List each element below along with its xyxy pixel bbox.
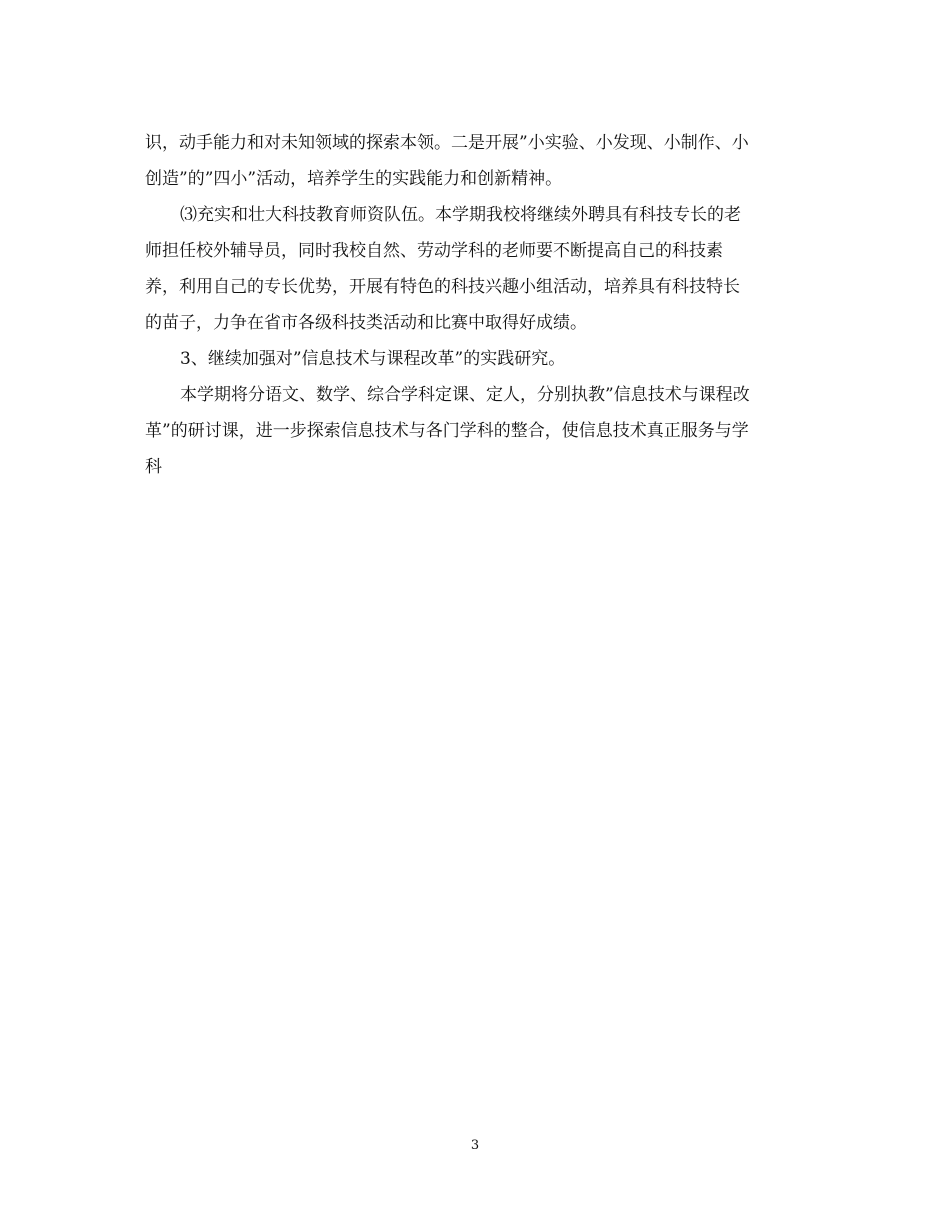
text-line: 革”的研讨课，进一步探索信息技术与各门学科的整合，使信息技术真正服务与学 <box>145 421 749 441</box>
paragraph-start-line: 本学期将分语文、数学、综合学科定课、定人，分别执教”信息技术与课程改 <box>180 385 750 405</box>
text-line: 科 <box>145 457 162 477</box>
section-heading: 3、继续加强对”信息技术与课程改革”的实践研究。 <box>180 349 566 369</box>
text-line: 的苗子，力争在省市各级科技类活动和比赛中取得好成绩。 <box>145 313 587 333</box>
page-number: 3 <box>470 1138 480 1153</box>
paragraph-start-line: ⑶充实和壮大科技教育师资队伍。本学期我校将继续外聘具有科技专长的老 <box>180 205 741 225</box>
text-line: 师担任校外辅导员，同时我校自然、劳动学科的老师要不断提高自己的科技素 <box>145 241 723 261</box>
text-line: 创造”的”四小”活动，培养学生的实践能力和创新精神。 <box>145 169 563 189</box>
text-line: 养，利用自己的专长优势，开展有特色的科技兴趣小组活动，培养具有科技特长 <box>145 277 740 297</box>
text-line: 识，动手能力和对未知领域的探索本领。二是开展”小实验、小发现、小制作、小 <box>145 133 749 153</box>
